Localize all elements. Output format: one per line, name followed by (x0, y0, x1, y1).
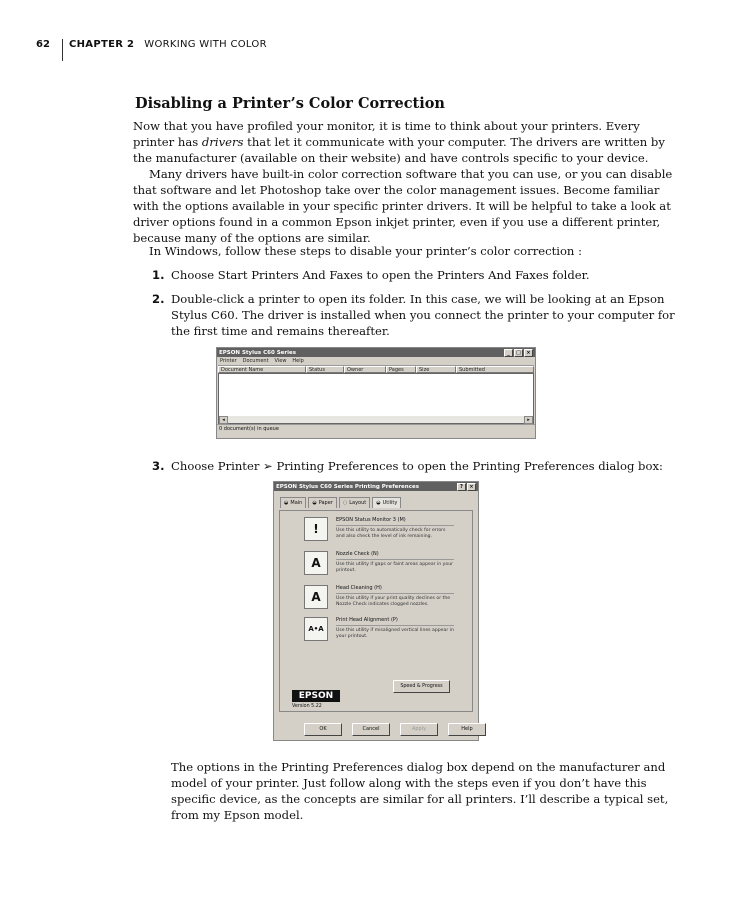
tab-main-label: Main (290, 500, 303, 506)
chapter-title: WORKING WITH COLOR (144, 39, 267, 50)
close-icon[interactable]: × (467, 483, 476, 491)
chapter-label: CHAPTER 2 (69, 39, 135, 50)
para1-text-a: Now that you have profiled your monitor, it is time to think about your printers. Every printer has (133, 119, 640, 149)
version-label: Version 5.22 (292, 704, 322, 709)
divider (336, 525, 454, 526)
utility-name: Head Cleaning (H) (336, 585, 382, 591)
tab-utility[interactable] (372, 497, 401, 508)
paragraph-1 (133, 118, 683, 166)
utility-tab-icon: ◒ (376, 500, 381, 506)
head-cleaning-icon[interactable]: A (304, 585, 328, 609)
tab-layout[interactable] (339, 497, 370, 508)
header-divider (62, 39, 63, 61)
epson-logo: EPSON (292, 690, 340, 702)
utility-name: EPSON Status Monitor 3 (M) (336, 517, 406, 523)
menu-help[interactable]: Help (292, 358, 304, 364)
prefs-title: EPSON Stylus C60 Series Printing Preferences (276, 483, 419, 490)
step-number: 3. (152, 459, 165, 473)
utility-description: Use this utility to automatically check for errors and also check the level of ink remaining. (336, 528, 446, 539)
tab-paper[interactable] (308, 497, 337, 508)
para1-emphasis: drivers (201, 135, 244, 149)
speed-progress-button[interactable]: Speed & Progress (393, 680, 450, 693)
main-tab-icon: ◒ (284, 500, 289, 506)
queue-title: EPSON Stylus C60 Series (219, 349, 297, 356)
prefs-tabs (274, 491, 478, 507)
queue-menu-bar (217, 357, 535, 365)
queue-list[interactable] (218, 373, 534, 424)
queue-status-bar: 0 document(s) in queue (217, 424, 535, 433)
paper-tab-icon: ◒ (312, 500, 317, 506)
paragraph-4: The options in the Printing Preferences dialog box depend on the manufacturer and model of your printer. Just follow along with the steps even if you don’t have this specific device, as the concepts are similar for all printers. I’ll describe a typical set, from my Epson model. (171, 760, 669, 822)
step-text: Double-click a printer to open its folder. In this case, we will be looking at an Epson Stylus C60. The driver is installed when you connect the printer to your computer for the first time and remains thereafter. (171, 292, 675, 338)
help-button[interactable]: Help (448, 723, 486, 736)
utility-description: Use this utility if misaligned vertical lines appear in your printout. (336, 628, 454, 639)
col-status[interactable]: Status (306, 366, 344, 373)
utility-name: Nozzle Check (N) (336, 551, 379, 557)
menu-view[interactable]: View (274, 358, 287, 364)
scroll-right-icon[interactable]: ▸ (524, 416, 533, 424)
section-title: Disabling a Printer’s Color Correction (135, 95, 445, 112)
tab-main[interactable] (280, 497, 306, 508)
utility-description: Use this utility if your print quality declines or the Nozzle Check indicates clogged nozzles. (336, 596, 451, 607)
para1-text-b: that let it communicate with your computer. The drivers are written by the manufacturer (available on their website) and have controls specific to your device. (133, 135, 665, 165)
menu-document[interactable]: Document (242, 358, 269, 364)
prefs-title-bar (274, 482, 478, 491)
apply-button[interactable]: Apply (400, 723, 438, 736)
step-3 (152, 458, 682, 474)
step-2 (152, 291, 682, 339)
menu-printer[interactable]: Printer (220, 358, 237, 364)
col-document-name[interactable]: Document Name (218, 366, 306, 373)
scroll-left-icon[interactable]: ◂ (219, 416, 228, 424)
horizontal-scrollbar[interactable] (219, 416, 533, 423)
paragraph-3: In Windows, follow these steps to disable your printer’s color correction : (149, 244, 582, 258)
status-monitor-icon[interactable]: ! (304, 517, 328, 541)
running-header (36, 39, 267, 61)
utility-panel (279, 510, 473, 712)
utility-description: Use this utility if gaps or faint areas appear in your printout. (336, 562, 454, 573)
printer-queue-window (216, 347, 536, 439)
maximize-icon[interactable]: □ (514, 349, 523, 357)
queue-title-bar (217, 348, 535, 357)
page-number: 62 (36, 39, 50, 50)
step-number: 2. (152, 292, 165, 306)
dialog-buttons (304, 723, 486, 736)
col-owner[interactable]: Owner (344, 366, 386, 373)
close-icon[interactable]: × (524, 349, 533, 357)
print-head-alignment-icon[interactable]: A•A (304, 617, 328, 641)
cancel-button[interactable]: Cancel (352, 723, 390, 736)
step-text: Choose Start Printers And Faxes to open the Printers And Faxes folder. (171, 268, 590, 282)
tab-utility-label: Utility (382, 500, 398, 506)
col-pages[interactable]: Pages (386, 366, 416, 373)
help-icon[interactable]: ? (457, 483, 466, 491)
col-submitted[interactable]: Submitted (456, 366, 534, 373)
printing-preferences-dialog (273, 481, 479, 741)
utility-name: Print Head Alignment (P) (336, 617, 398, 623)
ok-button[interactable]: OK (304, 723, 342, 736)
paragraph-2: Many drivers have built-in color correction software that you can use, or you can disable that software and let Photoshop take over the color management issues. Become familiar with the options available in your specific printer drivers. It will be helpful to take a look at driver options found in a common Epson inkjet printer, even if you use a different printer, because many of the options are similar. (133, 167, 673, 245)
step-1 (152, 267, 682, 283)
divider (336, 625, 454, 626)
layout-tab-icon: ◌ (342, 500, 348, 506)
nozzle-check-icon[interactable]: A (304, 551, 328, 575)
queue-column-headers (218, 365, 534, 373)
step-text: Choose Printer ➢ Printing Preferences to open the Printing Preferences dialog box: (171, 459, 663, 473)
divider (336, 593, 454, 594)
minimize-icon[interactable]: _ (504, 349, 513, 357)
col-size[interactable]: Size (416, 366, 456, 373)
step-number: 1. (152, 268, 165, 282)
tab-layout-label: Layout (349, 500, 367, 506)
tab-paper-label: Paper (318, 500, 333, 506)
divider (336, 559, 454, 560)
